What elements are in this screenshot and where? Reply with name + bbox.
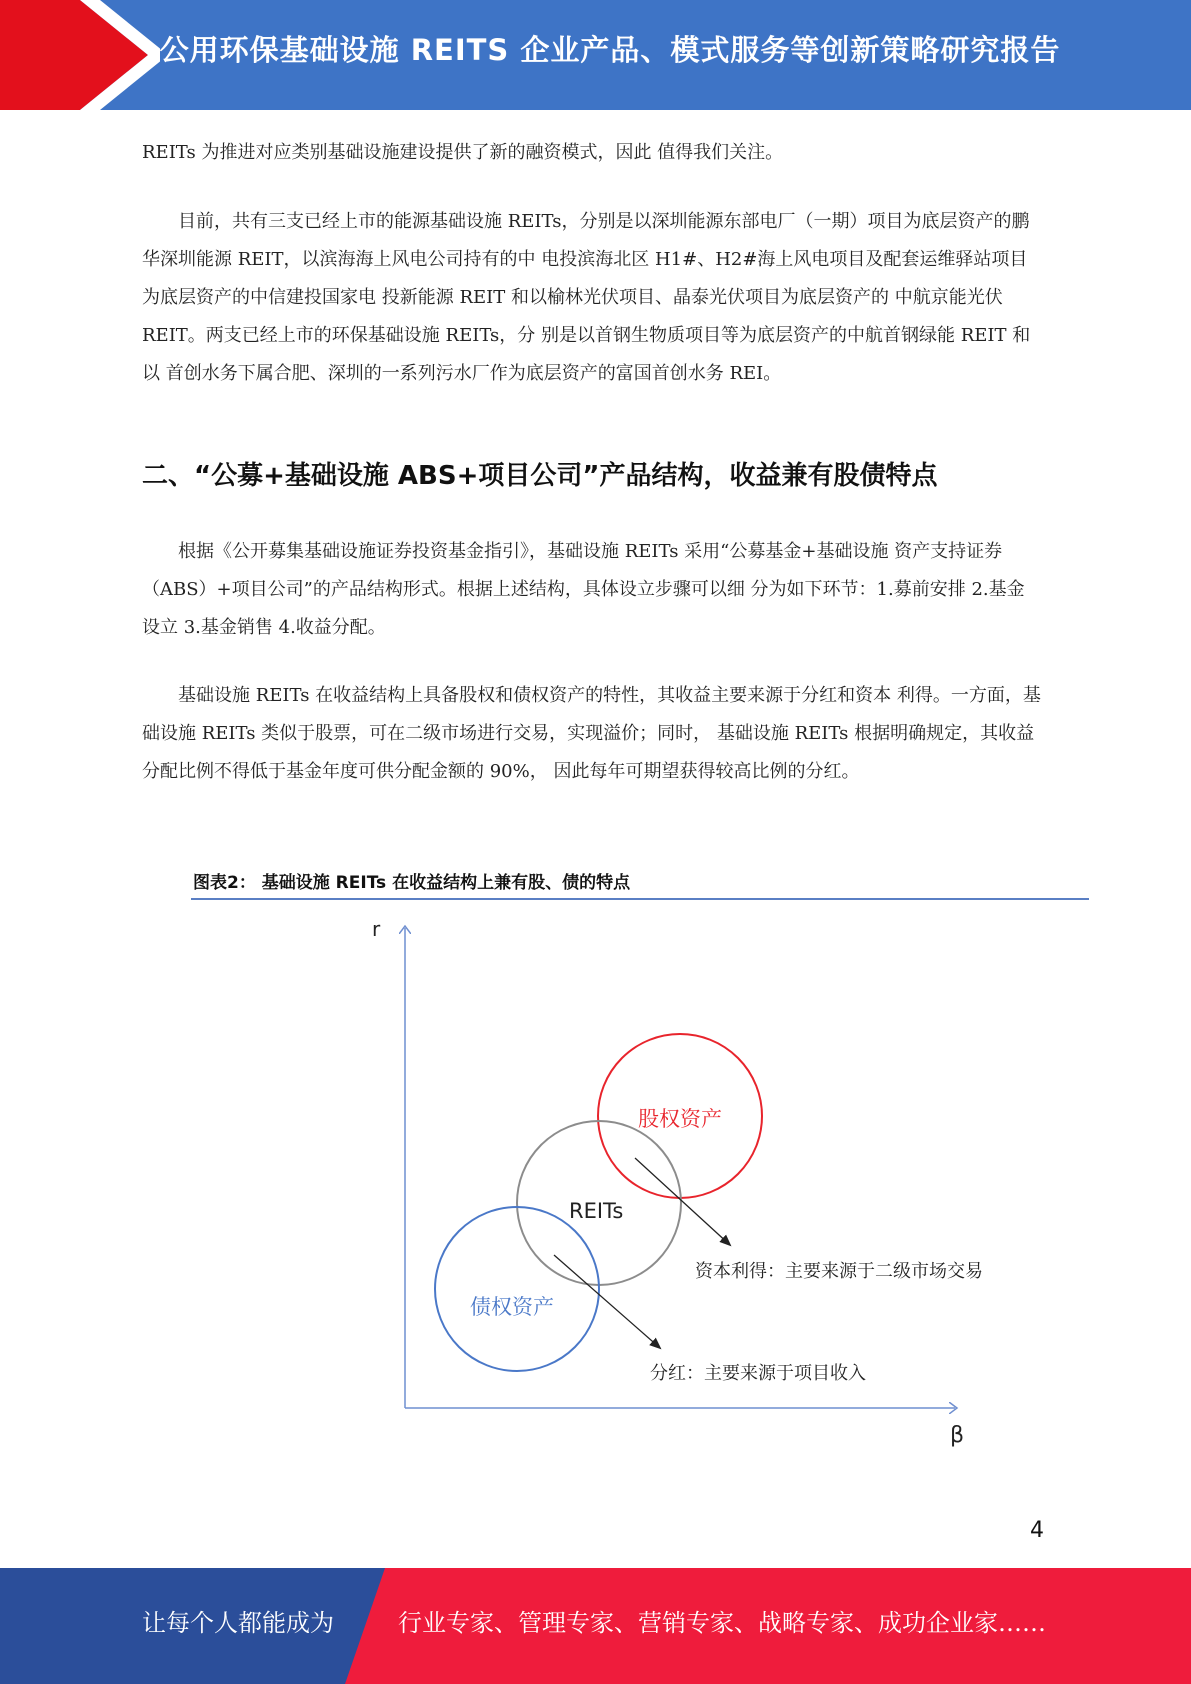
header-corner-decoration <box>0 0 160 110</box>
paragraph-return-structure: 基础设施 REITs 在收益结构上具备股权和债权资产的特性，其收益主要来源于分红和资本 利得。一方面，基础设施 REITs 类似于股票，可在二级市场进行交易，实现溢价；同时， 基础设施 REITs 根据明确规定，其收益分配比例不得低于基金年度可供分配金额的 90%， 因此每年可期望获得较高比例的分红。 <box>142 685 1041 782</box>
debt-asset-circle <box>435 1207 599 1371</box>
equity-asset-label: 股权资产 <box>638 1107 722 1131</box>
debt-asset-label: 债权资产 <box>470 1295 554 1319</box>
y-axis-label: r <box>372 917 381 941</box>
capital-gain-annotation: 资本利得：主要来源于二级市场交易 <box>695 1261 983 1282</box>
x-axis-label: β <box>950 1423 965 1448</box>
figure-title: 图表2： 基础设施 REITs 在收益结构上兼有股、债的特点 <box>193 873 631 893</box>
footer-slogan-left: 让每个人都能成为 <box>142 1609 334 1637</box>
dividend-arrow <box>554 1255 660 1348</box>
paragraph-energy-reits: 目前，共有三支已经上市的能源基础设施 REITs，分别是以深圳能源东部电厂（一期）项目为底层资产的鹏华深圳能源 REIT，以滨海海上风电公司持有的中 电投滨海北区 H1#、H2#海上风电项目及配套运维驿站项目为底层资产的中信建投国家电 投新能源 REIT 和以榆林光伏项目、晶泰光伏项目为底层资产的 中航京能光伏 REIT。两支已经上市的环保基础设施 REITs，分 别是以首钢生物质项目等为底层资产的中航首钢绿能 REIT 和以 首创水务下属合肥、深圳的一系列污水厂作为底层资产的富国首创水务 REI。 <box>142 211 1031 384</box>
page-header <box>0 0 1191 110</box>
reits-label: REITs <box>569 1199 624 1223</box>
document-title: 公用环保基础设施 REITS 企业产品、模式服务等创新策略研究报告 <box>159 33 1061 67</box>
reits-return-diagram <box>180 900 1080 1460</box>
paragraph-intro-tail: REITs 为推进对应类别基础设施建设提供了新的融资模式，因此 值得我们关注。 <box>142 142 784 163</box>
dividend-annotation: 分红：主要来源于项目收入 <box>650 1363 866 1384</box>
footer-slogan-right: 行业专家、管理专家、营销专家、战略专家、成功企业家…… <box>398 1609 1046 1637</box>
paragraph-product-structure: 根据《公开募集基础设施证券投资基金指引》，基础设施 REITs 采用“公募基金+基础设施 资产支持证券（ABS）+项目公司”的产品结构形式。根据上述结构，具体设立步骤可以细 分为如下环节：1.募前安排 2.基金设立 3.基金销售 4.收益分配。 <box>142 541 1025 638</box>
capital-gain-arrow <box>635 1158 730 1245</box>
section-heading: 二、“公募+基础设施 ABS+项目公司”产品结构，收益兼有股债特点 <box>142 461 938 491</box>
page-number: 4 <box>1030 1518 1044 1543</box>
page-footer <box>0 1568 1191 1684</box>
